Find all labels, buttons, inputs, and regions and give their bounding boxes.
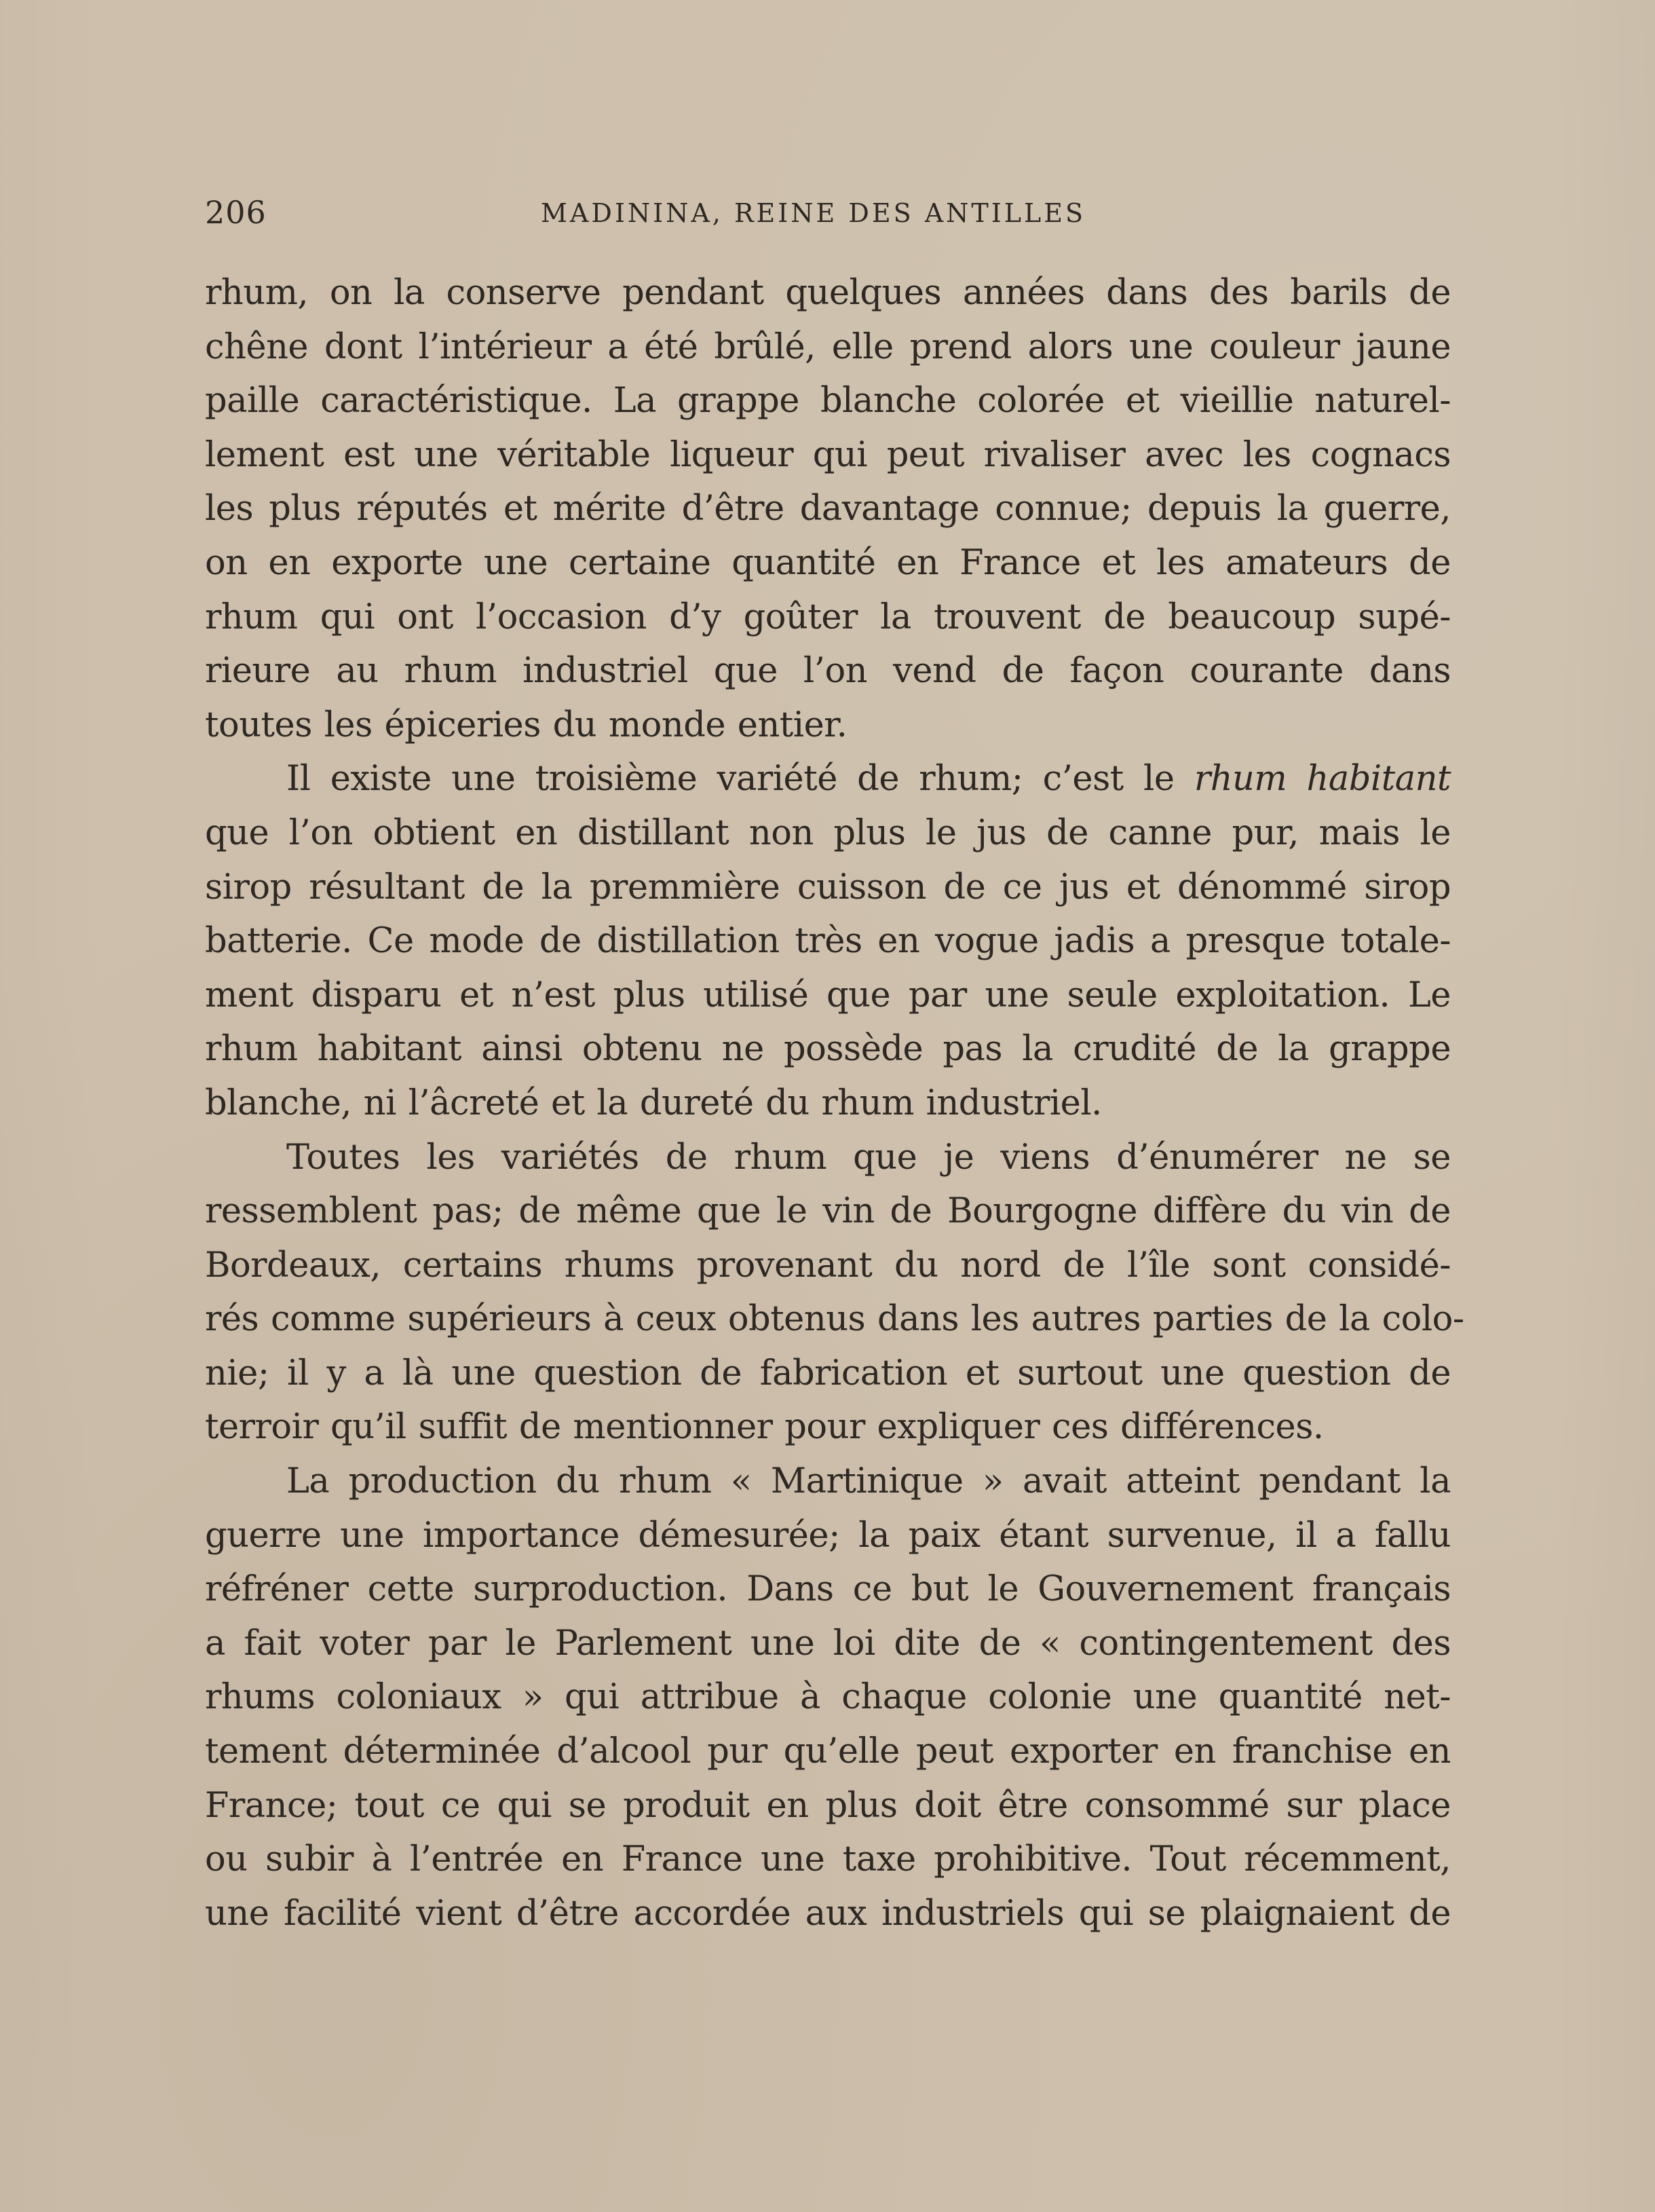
text-line: rhum qui ont l’occasion d’y goûter la trouvent de beaucoup supé- [205, 597, 1451, 637]
text-line: on en exporte une certaine quantité en France et les amateurs de [205, 542, 1451, 583]
text-line: paille caractéristique. La grappe blanche colorée et vieillie naturel- [205, 381, 1451, 421]
running-title: MADININA, REINE DES ANTILLES [541, 198, 1086, 228]
text-line: toutes les épiceries du monde entier. [205, 705, 848, 745]
text-line: La production du rhum « Martinique » avait atteint pendant la [286, 1461, 1451, 1502]
text-line: chêne dont l’intérieur a été brûlé, elle prend alors une couleur jaune [205, 326, 1451, 367]
book-page [205, 194, 1464, 1941]
text-line: guerre une importance démesurée; la paix étant survenue, il a fallu [205, 1515, 1451, 1556]
text-line: rhum, on la conserve pendant quelques années dans des barils de [205, 273, 1451, 313]
paragraph-4 [205, 1455, 1451, 1941]
text-line: que l’on obtient en distillant non plus le jus de canne pur, mais le [205, 812, 1451, 853]
text-line: rieure au rhum industriel que l’on vend de façon courante dans [205, 651, 1451, 692]
italic-term: rhum habitant [1194, 759, 1451, 800]
text-line: rhum habitant ainsi obtenu ne possède pas la crudité de la grappe [205, 1029, 1451, 1070]
paragraph-1 [205, 266, 1451, 752]
text-line: ressemblent pas; de même que le vin de Bourgogne diffère du vin de [205, 1191, 1451, 1232]
paragraph-2 [205, 752, 1451, 1130]
text-line: sirop résultant de la premmière cuisson de ce jus et dénommé sirop [205, 867, 1451, 907]
text-line: tement déterminée d’alcool pur qu’elle peut exporter en franchise en [205, 1731, 1451, 1772]
text-line: Toutes les variétés de rhum que je viens d’énumérer ne se [286, 1137, 1451, 1178]
text-line: Bordeaux, certains rhums provenant du nord de l’île sont considé- [205, 1245, 1451, 1286]
body-text [205, 266, 1464, 1941]
text-line: ment disparu et n’est plus utilisé que par une seule exploitation. Le [205, 975, 1451, 1015]
text-line [205, 752, 1451, 806]
text-line: ou subir à l’entrée en France une taxe prohibitive. Tout récemment, [205, 1839, 1451, 1880]
text-line: une facilité vient d’être accordée aux industriels qui se plaignaient de [205, 1893, 1451, 1934]
paragraph-3 [205, 1131, 1464, 1455]
text-line: lement est une véritable liqueur qui peut rivaliser avec les cognacs [205, 434, 1451, 475]
text-line: les plus réputés et mérite d’être davantage connue; depuis la guerre, [205, 489, 1451, 529]
text-line: France; tout ce qui se produit en plus doit être consommé sur place [205, 1785, 1451, 1826]
text-line: batterie. Ce mode de distillation très en vogue jadis a presque totale- [205, 921, 1451, 962]
text-line: rés comme supérieurs à ceux obtenus dans les autres parties de la colo- [205, 1299, 1464, 1340]
page-number: 206 [205, 194, 267, 231]
text-line: terroir qu’il suffit de mentionner pour expliquer ces différences. [205, 1407, 1324, 1448]
text-line: blanche, ni l’âcreté et la dureté du rhum industriel. [205, 1083, 1102, 1123]
text-line: a fait voter par le Parlement une loi dite de « contingentement des [205, 1623, 1451, 1664]
text-line: nie; il y a là une question de fabrication et surtout une question de [205, 1353, 1451, 1393]
running-head [205, 194, 1451, 235]
text-line: rhums coloniaux » qui attribue à chaque colonie une quantité net- [205, 1677, 1451, 1718]
text-line: réfréner cette surproduction. Dans ce but le Gouvernement français [205, 1569, 1451, 1610]
text-run: Il existe une troisième variété de rhum; c’est le [286, 759, 1194, 800]
